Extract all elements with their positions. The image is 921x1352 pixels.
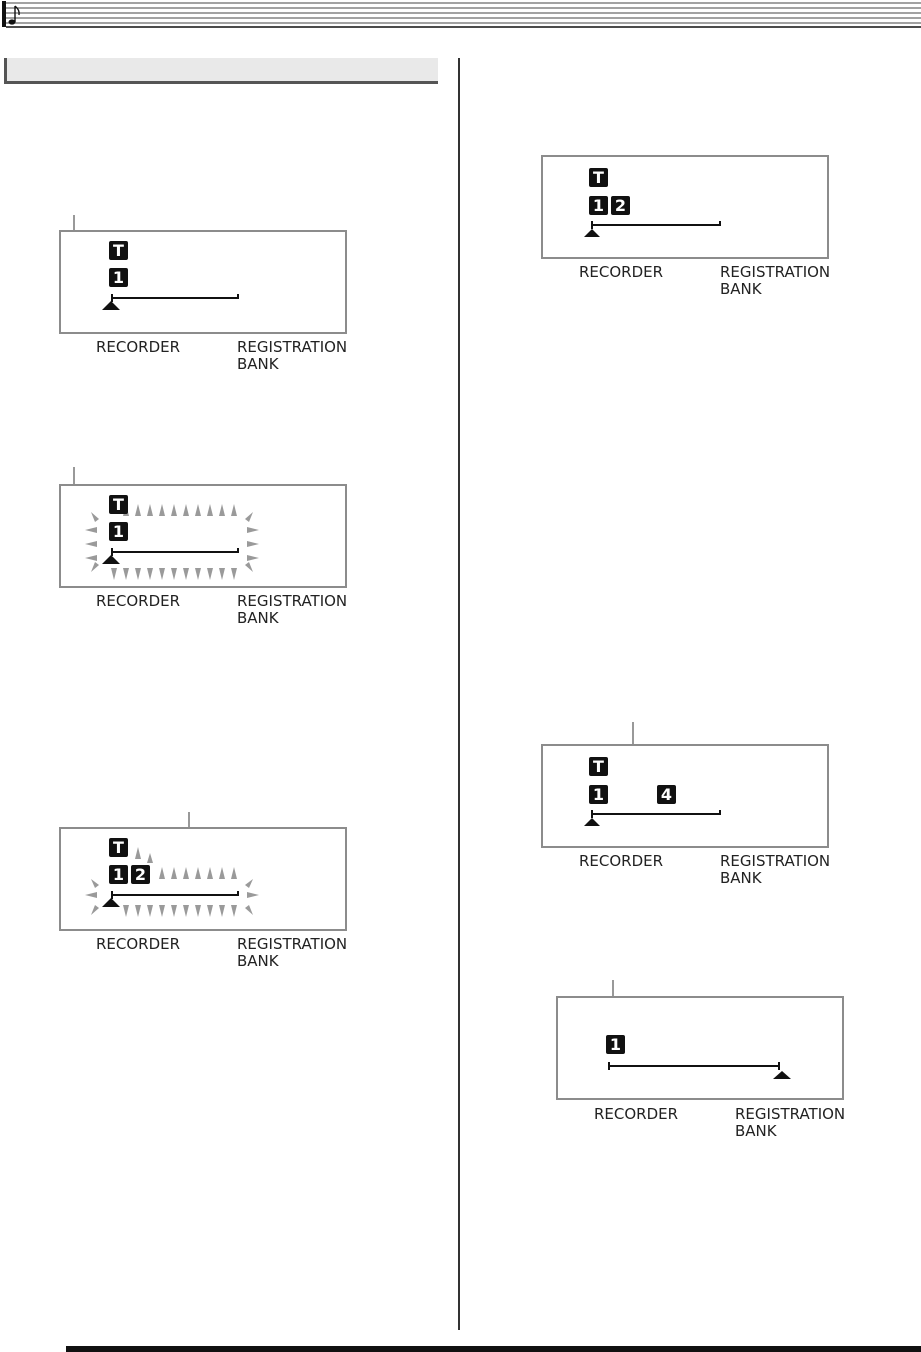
svg-text:1: 1 [592, 785, 605, 804]
bank-label: BANK [720, 280, 762, 298]
svg-text:1: 1 [609, 1035, 622, 1054]
header-staff [0, 0, 921, 30]
lcd-display [59, 230, 347, 334]
track-badge-1 [589, 196, 608, 215]
bank-label: BANK [735, 1122, 777, 1140]
svg-text:2: 2 [134, 865, 147, 884]
registration-label: REGISTRATION [720, 263, 831, 281]
svg-text:T: T [113, 241, 124, 260]
registration-label: REGISTRATION [237, 592, 348, 610]
blinking-display [61, 829, 349, 933]
svg-text:1: 1 [112, 522, 125, 541]
track-badge-t [589, 757, 608, 776]
triangle-pointer-icon [584, 229, 600, 237]
triangle-pointer-icon [102, 898, 120, 907]
track-badge-2 [131, 865, 150, 884]
music-note-icon [9, 6, 20, 25]
bank-label: BANK [237, 355, 279, 373]
triangle-pointer-icon [102, 555, 120, 564]
page-bottom-rule [66, 1346, 921, 1352]
track-badge-t [109, 838, 128, 857]
track-badge-t [589, 168, 608, 187]
registration-label: REGISTRATION [735, 1105, 846, 1123]
svg-text:T: T [593, 168, 604, 187]
track-badge-4 [657, 785, 676, 804]
track-badge-1 [589, 785, 608, 804]
svg-text:1: 1 [592, 196, 605, 215]
recorder-label: RECORDER [579, 263, 664, 281]
lcd-display [541, 155, 829, 259]
svg-text:4: 4 [660, 785, 673, 804]
lcd-display [59, 827, 347, 931]
track-badge-1 [109, 268, 128, 287]
triangle-pointer-icon [584, 818, 600, 826]
track-bar [608, 1062, 780, 1070]
registration-label: REGISTRATION [237, 935, 348, 953]
track-badge-2 [611, 196, 630, 215]
recorder-label: RECORDER [579, 852, 664, 870]
track-badge-t [109, 495, 128, 514]
track-badge-t [109, 241, 128, 260]
column-divider [458, 58, 460, 1330]
track-badge-1 [606, 1035, 625, 1054]
svg-text:T: T [113, 495, 124, 514]
svg-text:T: T [593, 757, 604, 776]
recorder-label: RECORDER [96, 592, 181, 610]
lcd-display [541, 744, 829, 848]
track-bar [111, 548, 239, 556]
recorder-label: RECORDER [96, 935, 181, 953]
recorder-label: RECORDER [594, 1105, 679, 1123]
svg-text:1: 1 [112, 268, 125, 287]
svg-text:T: T [113, 838, 124, 857]
section-heading-bar [4, 58, 438, 84]
lcd-display [556, 996, 844, 1100]
track-bar [591, 221, 721, 229]
svg-text:2: 2 [614, 196, 627, 215]
lcd-display [59, 484, 347, 588]
triangle-pointer-icon [102, 301, 120, 310]
bank-label: BANK [720, 869, 762, 887]
track-badge-1 [109, 522, 128, 541]
registration-label: REGISTRATION [237, 338, 348, 356]
blinking-display [61, 486, 349, 590]
bank-label: BANK [237, 952, 279, 970]
track-bar [111, 294, 239, 302]
recorder-label: RECORDER [96, 338, 181, 356]
track-badge-1 [109, 865, 128, 884]
track-bar [111, 891, 239, 899]
svg-text:1: 1 [112, 865, 125, 884]
triangle-pointer-icon [773, 1071, 791, 1079]
registration-label: REGISTRATION [720, 852, 831, 870]
bank-label: BANK [237, 609, 279, 627]
track-bar [591, 810, 721, 818]
